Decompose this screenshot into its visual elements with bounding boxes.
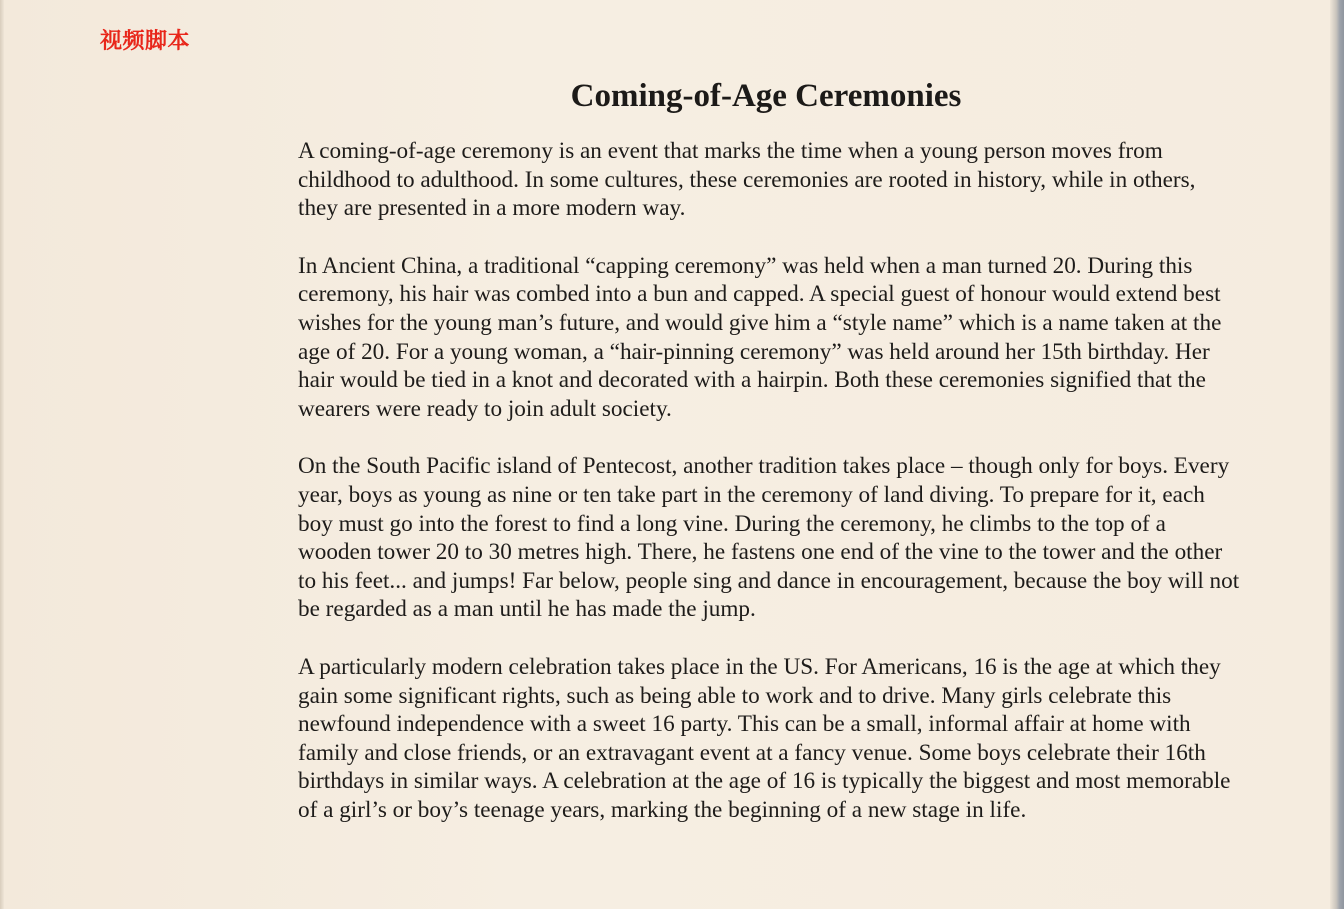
- paragraph-intro: A coming-of-age ceremony is an event that marks the time when a young person moves from childhood to adulthood. In some cultures, these ceremonies are rooted in history, while in others, they are presented in a more modern way.: [298, 138, 1196, 222]
- video-script-label: 视频脚本: [100, 29, 191, 54]
- paragraph-us: A particularly modern celebration takes place in the US. For Americans, 16 is the age at which they gain some significant rights, such as being able to work and to drive. Many girls celebrate this newfound independence with a sweet 16 party. This can be a small, informal affair at home with family and close friends, or an extravagant event at a fancy venue. Some boys celebrate their 16th birthdays in similar ways. A celebration at the age of 16 is typically the biggest and most memorable of a girl’s or boy’s teenage years, marking the beginning of a new stage in life.: [298, 653, 1231, 823]
- article-body: [298, 137, 1240, 853]
- article-title: Coming-of-Age Ceremonies: [570, 78, 962, 114]
- paragraph-ancient-china: In Ancient China, a traditional “capping ceremony” was held when a man turned 20. During this ceremony, his hair was combed into a bun and capped. A special guest of honour would extend best wishes for the young man’s future, and would give him a “style name” which is a name taken at the age of 20. For a young woman, a “hair-pinning ceremony” was held around her 15th birthday. Her hair would be tied in a knot and decorated with a hairpin. Both these ceremonies signified that the wearers were ready to join adult society.: [298, 252, 1222, 422]
- page-left-edge: [0, 0, 4, 909]
- page-right-edge: [1330, 0, 1344, 909]
- paragraph-pentecost: On the South Pacific island of Pentecost, another tradition takes place – though only for boys. Every year, boys as young as nine or ten take part in the ceremony of land diving. To prepare for it, each boy must go into the forest to find a long vine. During the ceremony, he climbs to the top of a wooden tower 20 to 30 metres high. There, he fastens one end of the vine to the tower and the other to his feet... and jumps! Far below, people sing and dance in encouragement, because the boy will not be regarded as a man until he has made the jump.: [298, 453, 1240, 623]
